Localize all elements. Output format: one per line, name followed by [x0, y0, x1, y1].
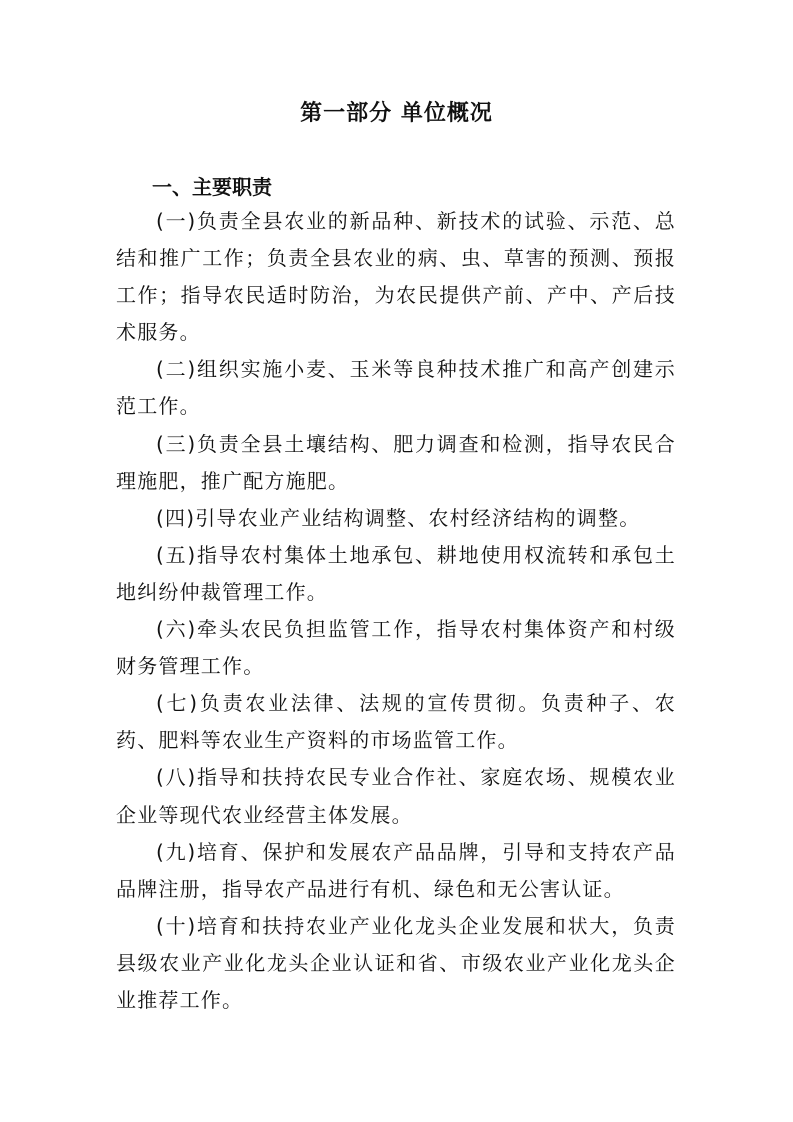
paragraph-6: (六)牵头农民负担监管工作，指导农村集体资产和村级财务管理工作。	[116, 617, 676, 679]
section-heading: 一、主要职责	[152, 175, 272, 199]
paragraph-5: (五)指导农村集体土地承包、耕地使用权流转和承包土地纠纷仲裁管理工作。	[116, 542, 676, 604]
document-body	[116, 203, 676, 1019]
paragraph-9: (九)培育、保护和发展农产品品牌，引导和支持农产品品牌注册，指导农产品进行有机、绿色和无公害认证。	[116, 839, 676, 901]
paragraph-8: (八)指导和扶持农民专业合作社、家庭农场、规模农业企业等现代农业经营主体发展。	[116, 765, 676, 827]
paragraph-1: (一)负责全县农业的新品种、新技术的试验、示范、总结和推广工作；负责全县农业的病、虫、草害的预测、预报工作；指导农民适时防治，为农民提供产前、产中、产后技术服务。	[116, 209, 676, 345]
paragraph-7: (七)负责农业法律、法规的宣传贯彻。负责种子、农药、肥料等农业生产资料的市场监管工作。	[116, 691, 676, 753]
paragraph-10: (十)培育和扶持农业产业化龙头企业发展和状大，负责县级农业产业化龙头企业认证和省、市级农业产业化龙头企业推荐工作。	[116, 913, 676, 1012]
paragraph-2: (二)组织实施小麦、玉米等良种技术推广和高产创建示范工作。	[116, 357, 676, 419]
paragraph-4: (四)引导农业产业结构调整、农村经济结构的调整。	[156, 505, 641, 530]
paragraph-3: (三)负责全县土壤结构、肥力调查和检测，指导农民合理施肥，推广配方施肥。	[116, 431, 676, 493]
page-title: 第一部分 单位概况	[300, 101, 493, 126]
